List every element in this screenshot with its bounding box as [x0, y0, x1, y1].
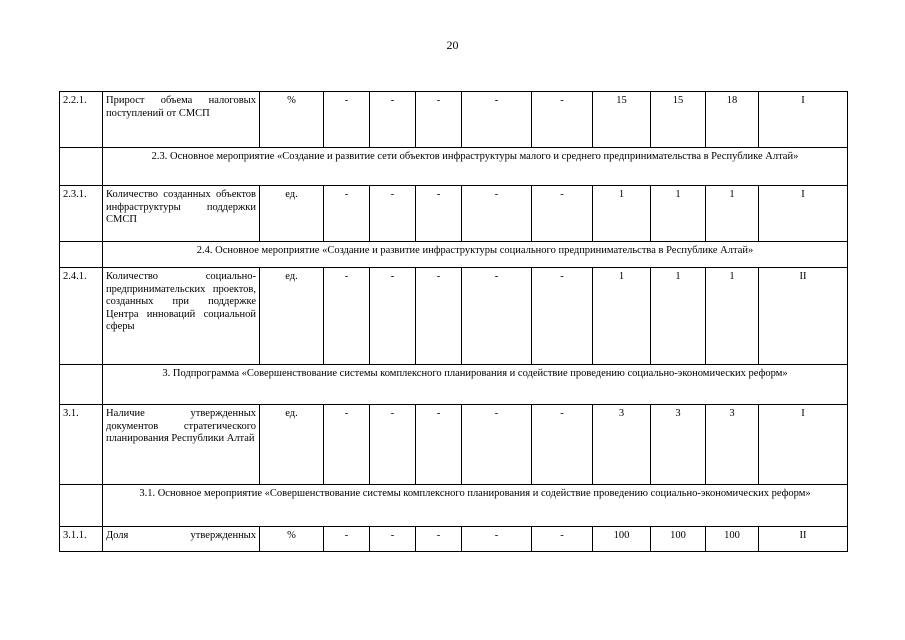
indicator-name: Количество социально-предпринимательских проектов, созданных при поддержке Центра инноваций социальной сферы	[103, 268, 260, 365]
indicator-name: Наличие утвержденных документов стратегического планирования Республики Алтай	[103, 405, 260, 485]
table-row	[60, 405, 848, 485]
value-cell: -	[324, 268, 370, 365]
value-cell: -	[370, 186, 416, 242]
section-header-text: 3. Подпрограмма «Совершенствование системы комплексного планирования и содействие проведению социально-экономических реформ»	[103, 365, 848, 405]
value-cell: -	[370, 405, 416, 485]
value-cell: 1	[593, 268, 651, 365]
value-cell: -	[532, 92, 593, 148]
priority-cell: I	[759, 186, 848, 242]
value-cell: 1	[706, 186, 759, 242]
empty-cell	[60, 485, 103, 527]
priority-cell: II	[759, 527, 848, 552]
value-cell: 1	[651, 186, 706, 242]
unit-cell: ед.	[260, 268, 324, 365]
value-cell: 3	[706, 405, 759, 485]
section-header-text: 2.3. Основное мероприятие «Создание и развитие сети объектов инфраструктуры малого и среднего предпринимательства в Республике Алтай»	[103, 148, 848, 186]
row-number: 2.4.1.	[60, 268, 103, 365]
value-cell: -	[462, 527, 532, 552]
value-cell: 3	[651, 405, 706, 485]
indicator-name: Доля утвержденных	[103, 527, 260, 552]
unit-cell: ед.	[260, 186, 324, 242]
value-cell: -	[462, 186, 532, 242]
table-row	[60, 92, 848, 148]
section-header-text: 3.1. Основное мероприятие «Совершенствование системы комплексного планирования и содействие проведению социально-экономических реформ»	[103, 485, 848, 527]
priority-cell: I	[759, 92, 848, 148]
value-cell: -	[416, 186, 462, 242]
empty-cell	[60, 365, 103, 405]
section-header-row	[60, 148, 848, 186]
value-cell: -	[462, 405, 532, 485]
empty-cell	[60, 148, 103, 186]
table-row	[60, 186, 848, 242]
unit-cell: ед.	[260, 405, 324, 485]
value-cell: 1	[706, 268, 759, 365]
value-cell: 15	[593, 92, 651, 148]
row-number: 3.1.1.	[60, 527, 103, 552]
row-number: 3.1.	[60, 405, 103, 485]
priority-cell: II	[759, 268, 848, 365]
value-cell: -	[324, 92, 370, 148]
page-number: 20	[446, 38, 459, 52]
row-number: 2.3.1.	[60, 186, 103, 242]
empty-cell	[60, 242, 103, 268]
value-cell: -	[370, 268, 416, 365]
section-header-row	[60, 242, 848, 268]
value-cell: 1	[651, 268, 706, 365]
section-header-row	[60, 485, 848, 527]
value-cell: 100	[651, 527, 706, 552]
priority-cell: I	[759, 405, 848, 485]
value-cell: -	[462, 268, 532, 365]
value-cell: -	[532, 186, 593, 242]
value-cell: -	[370, 527, 416, 552]
table-row	[60, 527, 848, 552]
unit-cell: %	[260, 527, 324, 552]
section-header-text: 2.4. Основное мероприятие «Создание и развитие инфраструктуры социального предпринимательства в Республике Алтай»	[103, 242, 848, 268]
value-cell: -	[416, 527, 462, 552]
value-cell: 100	[593, 527, 651, 552]
value-cell: 3	[593, 405, 651, 485]
value-cell: -	[462, 92, 532, 148]
value-cell: 1	[593, 186, 651, 242]
value-cell: -	[324, 527, 370, 552]
value-cell: -	[532, 405, 593, 485]
value-cell: -	[370, 92, 416, 148]
section-header-row	[60, 365, 848, 405]
value-cell: -	[416, 268, 462, 365]
indicators-table	[59, 91, 848, 552]
value-cell: -	[416, 405, 462, 485]
indicator-name: Прирост объема налоговых поступлений от СМСП	[103, 92, 260, 148]
value-cell: -	[532, 527, 593, 552]
value-cell: 15	[651, 92, 706, 148]
row-number: 2.2.1.	[60, 92, 103, 148]
unit-cell: %	[260, 92, 324, 148]
value-cell: -	[324, 186, 370, 242]
value-cell: 100	[706, 527, 759, 552]
indicator-name: Количество созданных объектов инфраструктуры поддержки СМСП	[103, 186, 260, 242]
value-cell: -	[416, 92, 462, 148]
table-row	[60, 268, 848, 365]
value-cell: -	[532, 268, 593, 365]
value-cell: -	[324, 405, 370, 485]
value-cell: 18	[706, 92, 759, 148]
